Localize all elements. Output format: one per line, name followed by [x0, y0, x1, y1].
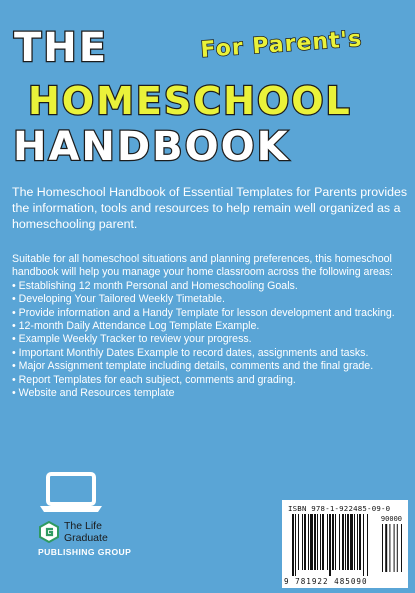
body-text: [12, 253, 412, 400]
publisher-name-line1: The Life: [64, 520, 102, 532]
title-homeschool: HOMESCHOOL: [28, 79, 352, 123]
publisher-name-line2: Graduate: [64, 532, 108, 544]
barcode-addon: 90000: [380, 515, 402, 523]
isbn-barcode: [282, 500, 408, 588]
list-item: • Website and Resources template: [12, 387, 175, 400]
publisher-name: [64, 520, 108, 544]
laptop-icon: [38, 472, 104, 514]
ean-number: 9 781922 485090: [284, 577, 368, 586]
publisher-logo: [38, 520, 130, 557]
list-item: • Example Weekly Tracker to review your progress.: [12, 333, 252, 346]
list-item: • Establishing 12 month Personal and Homeschooling Goals.: [12, 279, 298, 292]
list-item: • Important Monthly Dates Example to record dates, assignments and tasks.: [12, 346, 369, 359]
lead-paragraph: Suitable for all homeschool situations and planning preferences, this homeschool handbook will help you manage your home classroom across the following areas:: [12, 253, 393, 279]
barcode-bars: [286, 514, 404, 576]
list-item: • 12-month Daily Attendance Log Template Example.: [12, 320, 260, 333]
title-handbook: HANDBOOK: [13, 124, 290, 170]
list-item: • Report Templates for each subject, comments and grading.: [12, 373, 296, 386]
intro-paragraph: The Homeschool Handbook of Essential Templates for Parents provides the information, tools and resources to help remain well organized as a homeschooling parent.: [12, 185, 408, 231]
title-for-parents: For Parent's: [199, 26, 364, 63]
list-item: • Major Assignment template including details, comments and the final grade.: [12, 360, 374, 373]
cover-title: [0, 0, 415, 180]
feature-list: [12, 280, 412, 401]
publisher-subtitle: PUBLISHING GROUP: [38, 547, 132, 557]
isbn-number: ISBN 978-1-922485-09-0: [288, 504, 391, 513]
title-the: THE: [14, 25, 109, 71]
list-item: • Provide information and a Handy Template for lesson development and tracking.: [12, 306, 395, 319]
publisher-logo-icon: [38, 521, 60, 543]
list-item: • Developing Your Tailored Weekly Timetable.: [12, 293, 225, 306]
